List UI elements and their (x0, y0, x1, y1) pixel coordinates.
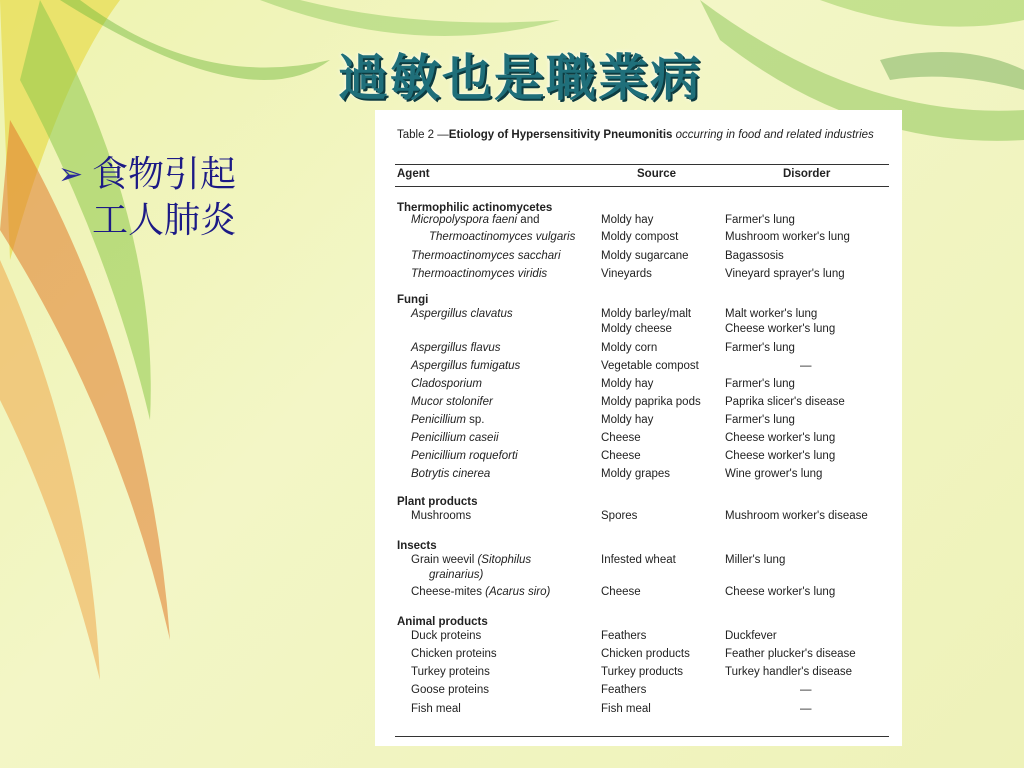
table-row (375, 586, 902, 604)
table-row (375, 630, 902, 648)
agent-cell: Cladosporium (411, 378, 482, 390)
source-cell: Infested wheat (601, 554, 676, 566)
source-cell: Vegetable compost (601, 360, 699, 372)
table-caption: Table 2 —Etiology of Hypersensitivity Pneumonitis occurring in food and related industries (397, 129, 874, 141)
table-row (375, 250, 902, 268)
disorder-cell: — (800, 360, 812, 372)
top-rule (395, 164, 889, 165)
source-cell: Feathers (601, 684, 647, 696)
agent-cell: Chicken proteins (411, 648, 497, 660)
agent-cell: Fish meal (411, 703, 461, 715)
table-row (375, 231, 902, 249)
disorder-cell: Bagassosis (725, 250, 784, 262)
source-cell: Cheese (601, 450, 641, 462)
source-cell: Moldy cheese (601, 323, 672, 335)
disorder-cell: Malt worker's lung (725, 308, 818, 320)
disorder-cell: Farmer's lung (725, 342, 795, 354)
agent-cell: Thermoactinomyces viridis (411, 268, 548, 280)
disorder-cell: Farmer's lung (725, 414, 795, 426)
agent-cell: Thermoactinomyces sacchari (411, 250, 561, 262)
agent-cell: Duck proteins (411, 630, 482, 642)
table-row (375, 378, 902, 396)
table-row (375, 360, 902, 378)
etiology-table (375, 110, 902, 746)
disorder-cell: Cheese worker's lung (725, 586, 836, 598)
table-row (375, 432, 902, 450)
disorder-cell: Mushroom worker's disease (725, 510, 868, 522)
category-label: Fungi (397, 294, 429, 306)
disorder-cell: Farmer's lung (725, 378, 795, 390)
source-cell: Moldy compost (601, 231, 679, 243)
agent-cell: Aspergillus clavatus (411, 308, 513, 320)
agent-cell: Micropolyspora faeni and (411, 214, 540, 226)
header-disorder: Disorder (783, 168, 831, 180)
table-row (375, 510, 902, 528)
agent-cell: Aspergillus fumigatus (411, 360, 521, 372)
disorder-cell: Miller's lung (725, 554, 786, 566)
header-rule (395, 186, 889, 187)
category-label: Animal products (397, 616, 488, 628)
source-cell: Spores (601, 510, 638, 522)
disorder-cell: Farmer's lung (725, 214, 795, 226)
disorder-cell: Duckfever (725, 630, 777, 642)
agent-cell: grainarius) (429, 569, 484, 581)
table-row (375, 450, 902, 468)
agent-cell: Botrytis cinerea (411, 468, 491, 480)
disorder-cell: Paprika slicer's disease (725, 396, 845, 408)
agent-cell: Grain weevil (Sitophilus (411, 554, 532, 566)
disorder-cell: Cheese worker's lung (725, 323, 836, 335)
category-label: Insects (397, 540, 437, 552)
agent-cell: Mushrooms (411, 510, 472, 522)
agent-cell: Penicillium sp. (411, 414, 485, 426)
source-cell: Moldy grapes (601, 468, 671, 480)
disorder-cell: — (800, 684, 812, 696)
table-row (375, 268, 902, 286)
header-source: Source (637, 168, 676, 180)
category-label: Thermophilic actinomycetes (397, 202, 553, 214)
category-label: Plant products (397, 496, 478, 508)
table-row (375, 703, 902, 721)
table-row (375, 214, 902, 232)
table-row (375, 684, 902, 702)
agent-cell: Penicillium roqueforti (411, 450, 518, 462)
disorder-cell: Cheese worker's lung (725, 432, 836, 444)
source-cell: Vineyards (601, 268, 652, 280)
agent-cell: Mucor stolonifer (411, 396, 493, 408)
source-cell: Moldy paprika pods (601, 396, 701, 408)
agent-cell: Thermoactinomyces vulgaris (429, 231, 576, 243)
source-cell: Fish meal (601, 703, 651, 715)
source-cell: Feathers (601, 630, 647, 642)
disorder-cell: Vineyard sprayer's lung (725, 268, 845, 280)
table-row (375, 468, 902, 486)
agent-cell: Aspergillus flavus (411, 342, 501, 354)
disorder-cell: Mushroom worker's lung (725, 231, 850, 243)
source-cell: Moldy corn (601, 342, 658, 354)
source-cell: Moldy hay (601, 378, 654, 390)
agent-cell: Cheese-mites (Acarus siro) (411, 586, 551, 598)
disorder-cell: Cheese worker's lung (725, 450, 836, 462)
source-cell: Turkey products (601, 666, 684, 678)
agent-cell: Penicillium caseii (411, 432, 499, 444)
table-row (375, 414, 902, 432)
source-cell: Moldy sugarcane (601, 250, 689, 262)
bottom-rule (395, 736, 889, 737)
source-cell: Moldy barley/malt (601, 308, 692, 320)
bullet-item (58, 152, 288, 244)
slide-title: 過敏也是職業病 (338, 48, 702, 107)
source-cell: Moldy hay (601, 214, 654, 226)
table-row (375, 666, 902, 684)
source-cell: Chicken products (601, 648, 690, 660)
source-cell: Moldy hay (601, 414, 654, 426)
table-row (375, 323, 902, 341)
table-row (375, 396, 902, 414)
table-row (375, 648, 902, 666)
arrow-bullet-icon: ➢ (58, 157, 84, 192)
source-cell: Cheese (601, 432, 641, 444)
source-cell: Cheese (601, 586, 641, 598)
bullet-line-1: 食物引起 (92, 154, 237, 195)
agent-cell: Turkey proteins (411, 666, 490, 678)
bullet-line-2: 工人肺炎 (92, 200, 237, 241)
disorder-cell: — (800, 703, 812, 715)
table-row (375, 569, 902, 587)
disorder-cell: Wine grower's lung (725, 468, 823, 480)
disorder-cell: Turkey handler's disease (725, 666, 853, 678)
header-agent: Agent (397, 168, 430, 180)
table-row (375, 342, 902, 360)
disorder-cell: Feather plucker's disease (725, 648, 856, 660)
agent-cell: Goose proteins (411, 684, 489, 696)
